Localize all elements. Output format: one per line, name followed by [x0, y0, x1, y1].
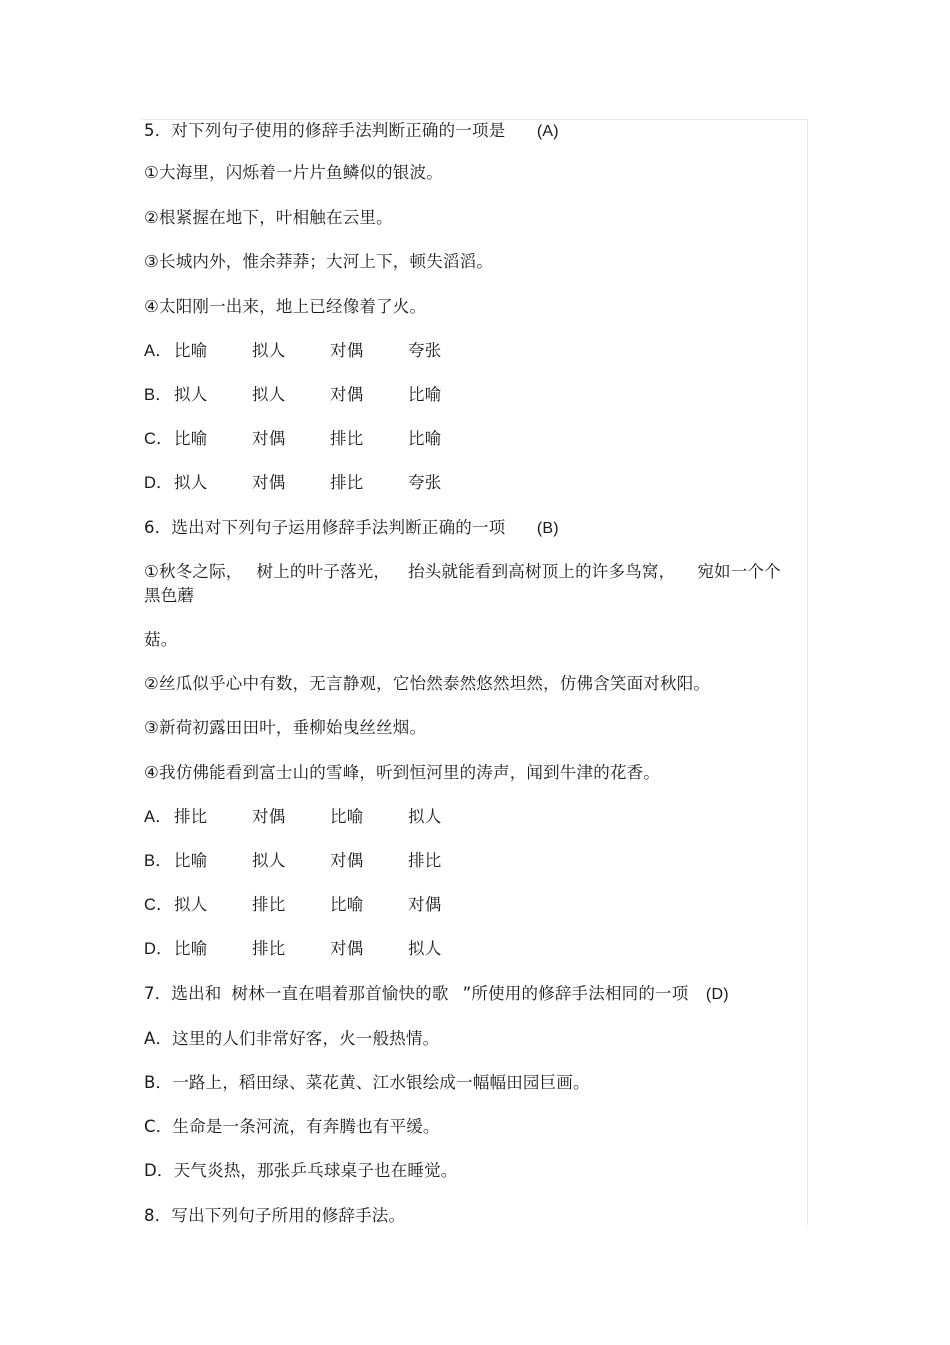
option-item: 比喻	[330, 807, 364, 826]
option-item: 拟人	[174, 895, 208, 914]
q6-sentence-1-part: 树上的叶子落光，	[256, 562, 391, 581]
option-item: 拟人	[408, 807, 442, 826]
q8-stem: 8．写出下列句子所用的修辞手法。	[144, 1206, 406, 1225]
option-item: 比喻	[174, 341, 208, 360]
option-item: 拟人	[252, 385, 286, 404]
option-item: 对偶	[330, 341, 364, 360]
option-item: 排比	[330, 429, 364, 448]
option-label: D．	[144, 474, 173, 492]
option-item: 排比	[330, 473, 364, 492]
option-item: 对偶	[330, 939, 364, 958]
option-item: 拟人	[252, 851, 286, 870]
q6-stem-line	[144, 516, 559, 541]
q6-sentence-1-part: 宛如一个个	[697, 562, 781, 581]
option-item: 比喻	[174, 851, 208, 870]
q5-option-c	[144, 427, 486, 451]
q5-stem: 5．对下列句子使用的修辞手法判断正确的一项是	[144, 121, 506, 140]
q5-sentence-1: ①大海里，闪烁着一片片鱼鳞似的银波。	[144, 163, 443, 182]
q6-sentence-1-line3: 菇。	[144, 630, 178, 649]
q5-sentence-4: ④太阳刚一出来，地上已经像着了火。	[144, 297, 427, 316]
q7-stem-line	[144, 982, 729, 1007]
option-item: 比喻	[174, 939, 208, 958]
option-item: 排比	[252, 895, 286, 914]
option-item: 对偶	[330, 385, 364, 404]
option-item: 比喻	[408, 385, 442, 404]
option-label: D．	[144, 940, 173, 958]
q7-choice-d: D．天气炎热，那张乒乓球桌子也在睡觉。	[144, 1161, 458, 1180]
q6-sentence-1-part: ①秋冬之际，	[144, 562, 243, 581]
q6-option-a	[144, 805, 486, 829]
q7-stem-a: 7．选出和	[144, 984, 222, 1003]
option-label: B．	[144, 386, 172, 404]
q6-sentence-1-part: 抬头就能看到高树顶上的许多鸟窝，	[408, 562, 676, 581]
q6-stem: 6．选出对下列句子运用修辞手法判断正确的一项	[144, 518, 506, 537]
q7-answer: (D)	[705, 986, 729, 1003]
option-item: 对偶	[408, 895, 442, 914]
option-label: C．	[144, 896, 173, 914]
q6-answer: (B)	[536, 520, 559, 537]
option-item: 比喻	[174, 429, 208, 448]
q6-option-d	[144, 937, 486, 961]
q5-option-b	[144, 383, 486, 407]
option-item: 对偶	[252, 807, 286, 826]
option-item: 对偶	[330, 851, 364, 870]
q5-sentence-3: ③长城内外，惟余莽莽；大河上下，顿失滔滔。	[144, 252, 493, 271]
option-label: B．	[144, 852, 172, 870]
q6-sentence-1-line2: 黑色蘑	[144, 586, 195, 605]
option-item: 比喻	[408, 429, 442, 448]
option-item: 夸张	[408, 473, 442, 492]
option-item: 排比	[408, 851, 442, 870]
option-item: 比喻	[330, 895, 364, 914]
q5-stem-line	[144, 119, 559, 144]
q6-option-c	[144, 893, 486, 917]
option-item: 夸张	[408, 341, 442, 360]
option-item: 对偶	[252, 473, 286, 492]
q7-choice-c: C．生命是一条河流，有奔腾也有平缓。	[144, 1117, 440, 1136]
q6-sentence-4: ④我仿佛能看到富士山的雪峰，听到恒河里的涛声，闻到牛津的花香。	[144, 763, 660, 782]
option-label: A．	[144, 808, 172, 826]
option-item: 对偶	[252, 429, 286, 448]
option-item: 拟人	[174, 385, 208, 404]
q5-answer: (A)	[536, 123, 559, 140]
option-item: 拟人	[408, 939, 442, 958]
option-label: A．	[144, 342, 172, 360]
q7-stem-c: ”所使用的修辞手法相同的一项	[462, 984, 689, 1003]
q6-sentence-1	[144, 560, 781, 584]
option-item: 拟人	[174, 473, 208, 492]
q7-choice-a: A．这里的人们非常好客，火一般热情。	[144, 1029, 440, 1048]
q5-sentence-2: ②根紧握在地下，叶相触在云里。	[144, 208, 393, 227]
q5-option-d	[144, 471, 486, 495]
option-item: 拟人	[252, 341, 286, 360]
option-label: C．	[144, 430, 173, 448]
option-item: 排比	[174, 807, 208, 826]
q5-option-a	[144, 339, 486, 363]
option-item: 排比	[252, 939, 286, 958]
q6-sentence-2: ②丝瓜似乎心中有数，无言静观，它怡然泰然悠然坦然，仿佛含笑面对秋阳。	[144, 674, 711, 693]
q6-option-b	[144, 849, 486, 873]
q7-stem-b: 树林一直在唱着那首愉快的歌	[231, 984, 449, 1003]
q6-sentence-3: ③新荷初露田田叶，垂柳始曳丝丝烟。	[144, 718, 427, 737]
q7-choice-b: B．一路上，稻田绿、菜花黄、江水银绘成一幅幅田园巨画。	[144, 1073, 590, 1092]
